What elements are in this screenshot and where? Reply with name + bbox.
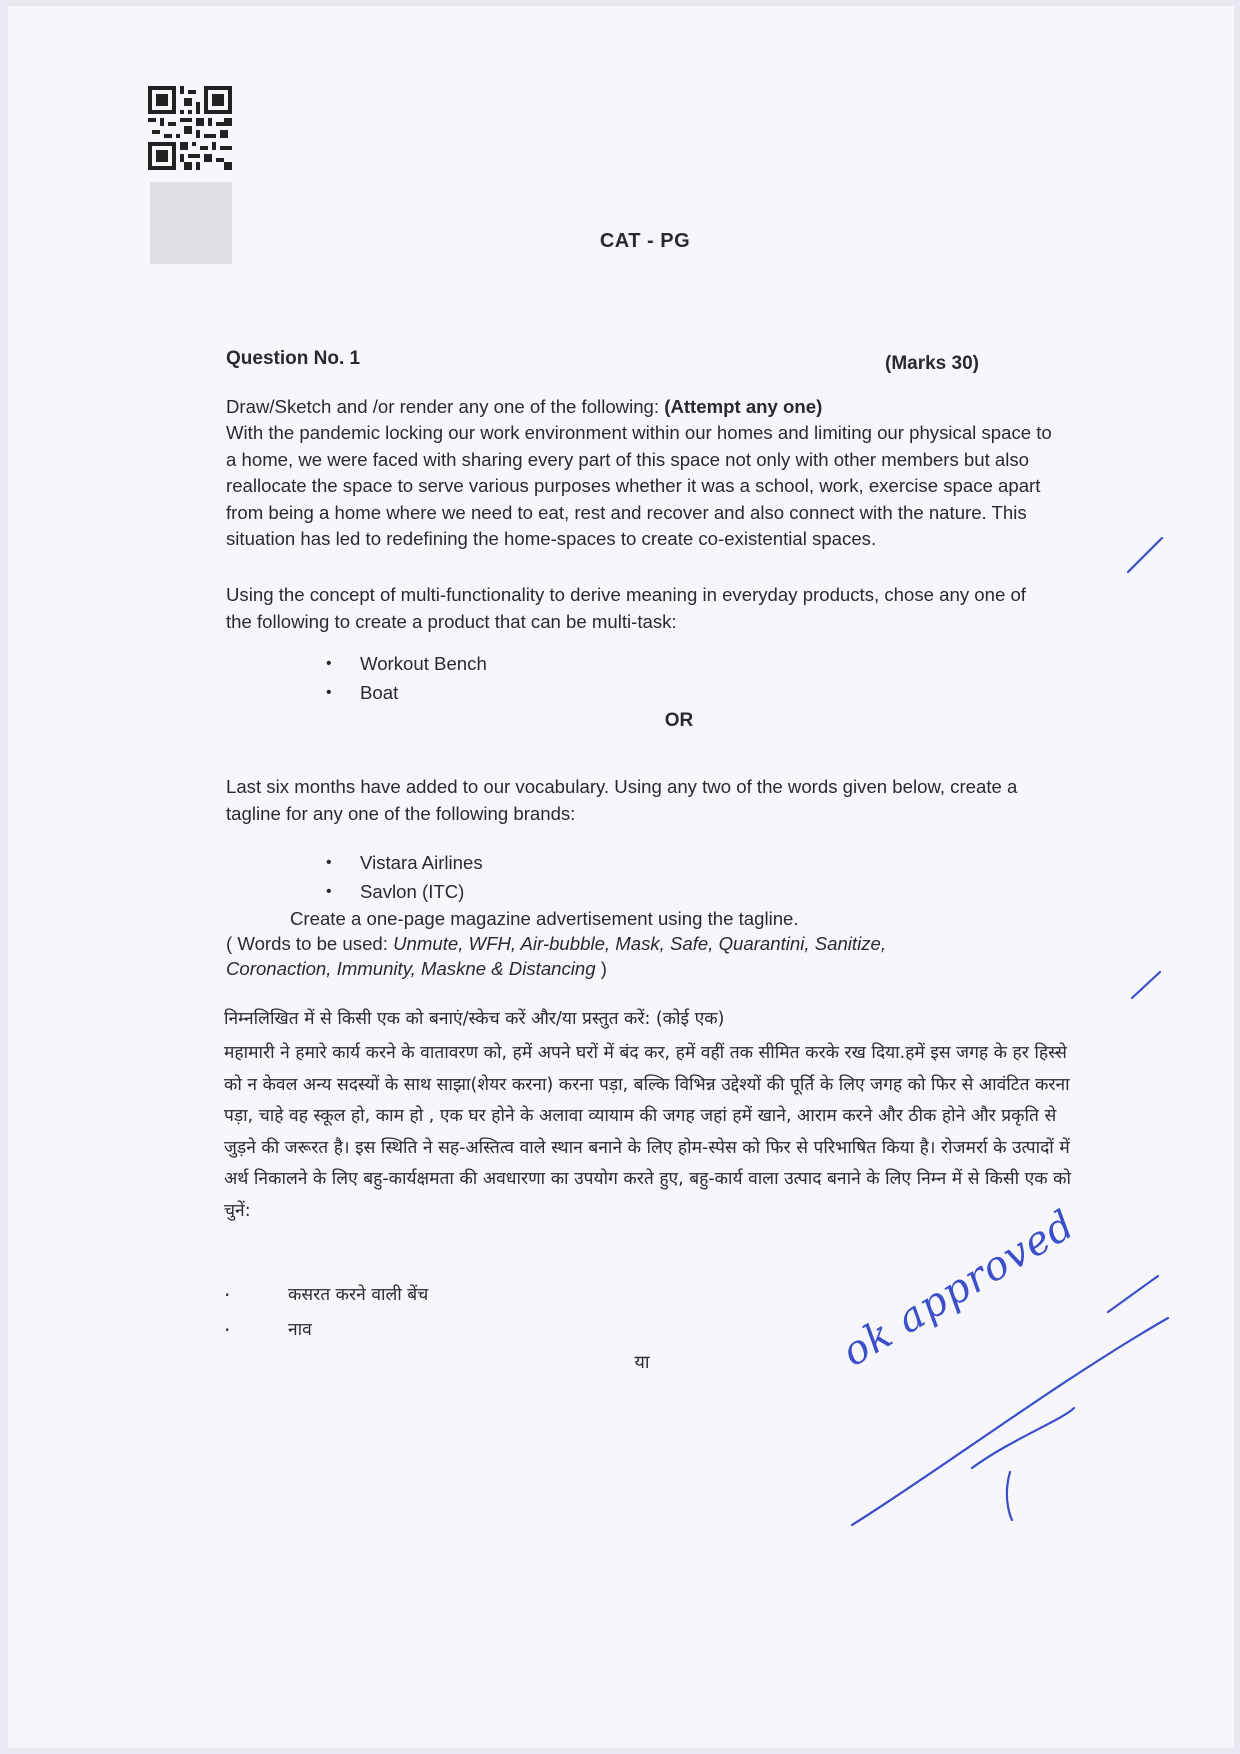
list-item: • Boat xyxy=(326,678,487,707)
attempt-note: (Attempt any one) xyxy=(664,396,823,417)
hindi-instruction: निम्नलिखित में से किसी एक को बनाएं/स्केच करें और/या प्रस्तुत करें: (कोई एक) xyxy=(224,1009,725,1029)
hindi-options xyxy=(224,1278,428,1348)
words-list: Unmute, WFH, Air-bubble, Mask, Safe, Quarantini, Sanitize, Coronaction, Immunity, Maskne & Distancing xyxy=(226,933,887,979)
advertisement-instruction: Create a one-page magazine advertisement using the tagline. xyxy=(290,908,799,929)
qr-code-icon xyxy=(148,86,232,170)
hindi-or-separator: या xyxy=(634,1352,650,1373)
hindi-intro-paragraph: महामारी ने हमारे कार्य करने के वातावरण को, हमें अपने घरों में बंद कर, हमें वहीं तक सीमित करके रख दिया.हमें इस जगह के हर हिस्से को न केवल अन्य सदस्यों के साथ साझा(शेयर करना) करना पड़ा, बल्कि विभिन्न उद्देश्यों की पूर्ति के लिए जगह को फिर से आवंटित करना पड़ा, चाहे वह स्कूल हो, काम हो , एक घर होने के अलावा व्यायाम की जगह जहां हमें खाने, आराम करने और ठीक होने और प्रकृति से जुड़ने की जरूरत है। इस स्थिति ने सह-अस्तित्व वाले स्थान बनाने के लिए होम-स्पेस को फिर से परिभाषित किया है। रोजमर्रा के उत्पादों में अर्थ निकालने के लिए बहु-कार्यक्षमता की अवधारणा का उपयोग करते हुए, बहु-कार्य वाला उत्पाद बनाने के लिए निम्न में से किसी एक को चुनें: xyxy=(224,1043,1071,1221)
brand-options-list xyxy=(326,848,483,906)
words-to-use xyxy=(226,932,986,981)
or-separator: OR xyxy=(664,710,694,731)
product-options-list xyxy=(326,649,487,707)
question-marks: (Marks 30) xyxy=(885,353,979,374)
words-prefix: ( Words to be used: xyxy=(226,933,394,954)
words-suffix: ) xyxy=(595,957,607,979)
intro-paragraph: With the pandemic locking our work environment within our homes and limiting our physical space to a home, we were faced with sharing every part of this space not only with other members but also reallocate the space to serve various purposes whether it was a school, work, exercise space apart from being a home where we need to eat, rest and recover and also connect with the nature. This situation has led to redefining the home-spaces to create co-existential spaces. xyxy=(226,422,1052,549)
instruction-line xyxy=(226,394,1056,421)
concept-paragraph: Using the concept of multi-functionality to derive meaning in everyday products, chose any one of the following to create a product that can be multi-task: xyxy=(226,584,1026,632)
approval-handwriting: ok approved xyxy=(834,1201,1083,1376)
list-item: · कसरत करने वाली बेंच xyxy=(224,1278,428,1313)
vocabulary-paragraph: Last six months have added to our vocabulary. Using any two of the words given below, create a tagline for any one of the following brands: xyxy=(226,776,1018,824)
list-item: • Workout Bench xyxy=(326,649,487,678)
exam-sheet xyxy=(8,6,1234,1748)
list-item: • Vistara Airlines xyxy=(326,848,483,877)
instruction-text: Draw/Sketch and /or render any one of the following: xyxy=(226,396,660,417)
question-number: Question No. 1 xyxy=(226,348,361,369)
list-item: • Savlon (ITC) xyxy=(326,877,483,906)
list-item: · नाव xyxy=(224,1313,428,1348)
exam-title: CAT - PG xyxy=(599,230,691,252)
